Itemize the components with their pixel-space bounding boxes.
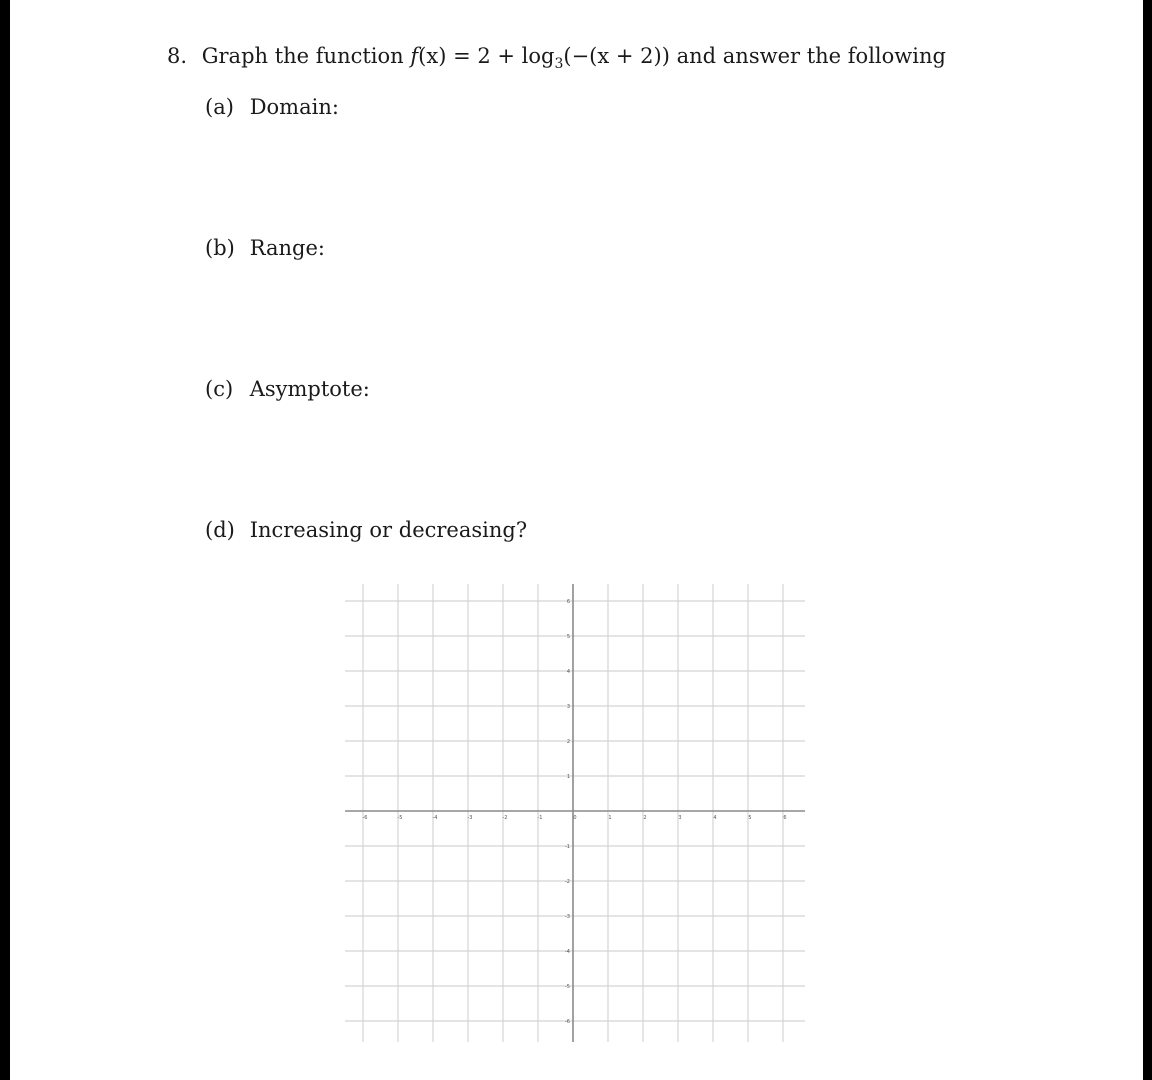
x-tick-label: 2 <box>643 815 647 821</box>
x-tick-label: -5 <box>397 815 403 821</box>
coordinate-grid <box>340 582 810 1044</box>
log-base: 3 <box>554 56 564 72</box>
y-tick-label: -3 <box>565 914 570 920</box>
x-tick-label: 5 <box>748 815 752 821</box>
part-c <box>205 373 370 405</box>
part-a <box>205 91 339 123</box>
part-b-text: Range: <box>249 236 325 260</box>
x-tick-label: -6 <box>362 815 368 821</box>
y-tick-label: -5 <box>565 984 570 990</box>
part-c-label: (c) <box>205 377 234 401</box>
x-tick-label: -3 <box>467 815 473 821</box>
x-tick-label: -4 <box>432 815 438 821</box>
y-tick-label: 6 <box>566 599 570 605</box>
y-tick-label: -1 <box>565 844 570 850</box>
y-tick-label: -6 <box>565 1019 570 1025</box>
function-equals: = 2 + log <box>453 44 555 68</box>
part-a-text: Domain: <box>249 95 339 119</box>
part-b-label: (b) <box>205 236 235 260</box>
y-tick-label: -2 <box>565 879 570 885</box>
function-variable: (x) <box>418 44 447 68</box>
part-b <box>205 232 325 264</box>
y-tick-label: 4 <box>566 669 570 675</box>
y-tick-label: 5 <box>566 634 570 640</box>
y-tick-label: -4 <box>565 949 570 955</box>
problem-text-after: and answer the following <box>676 44 946 68</box>
problem-statement <box>167 40 946 80</box>
grid-svg <box>340 582 810 1044</box>
x-tick-label: -1 <box>537 815 543 821</box>
x-tick-label: 1 <box>608 815 612 821</box>
worksheet-page <box>10 0 1143 1080</box>
x-tick-label: 3 <box>678 815 682 821</box>
x-tick-label: 0 <box>573 815 577 821</box>
part-a-label: (a) <box>205 95 234 119</box>
log-argument: (−(x + 2)) <box>563 44 670 68</box>
y-tick-label: 3 <box>566 704 570 710</box>
function-expression <box>410 44 676 72</box>
x-tick-label: 4 <box>713 815 717 821</box>
part-d-label: (d) <box>205 518 235 542</box>
problem-number: 8. <box>167 44 188 68</box>
x-tick-label: 6 <box>783 815 787 821</box>
part-c-text: Asymptote: <box>249 377 370 401</box>
part-d-text: Increasing or decreasing? <box>249 518 528 542</box>
function-name: f <box>410 44 419 68</box>
y-tick-label: 2 <box>566 739 570 745</box>
x-tick-label: -2 <box>502 815 508 821</box>
part-d <box>205 514 527 546</box>
problem-text-before: Graph the function <box>201 44 404 68</box>
y-tick-label: 1 <box>566 774 570 780</box>
